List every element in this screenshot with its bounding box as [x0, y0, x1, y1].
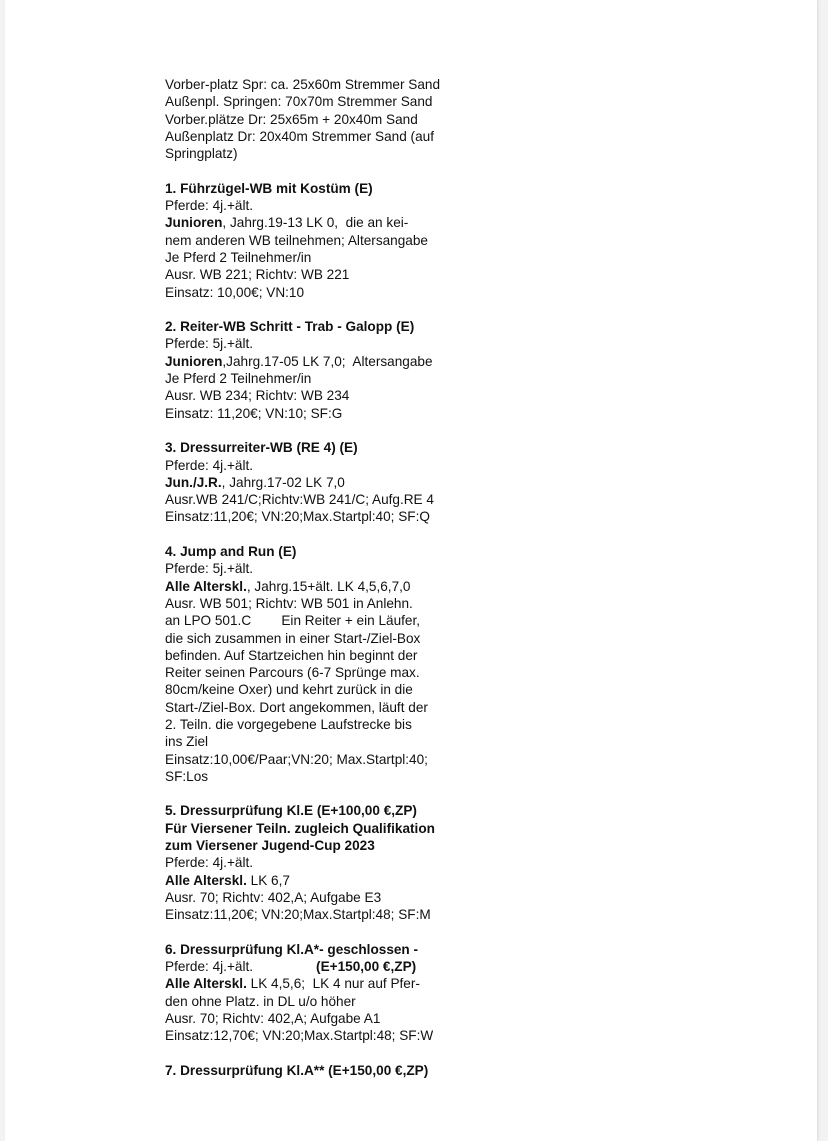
class-details: , Jahrg.15+ält. LK 4,5,6,7,0: [246, 578, 411, 594]
class-name: Alle Alterskl.: [165, 578, 247, 594]
detail-line: befinden. Auf Startzeichen hin beginnt der: [165, 647, 418, 663]
class-name: Junioren: [165, 353, 223, 369]
detail-line: Ausr. 70; Richtv: 402,A; Aufgabe A1: [165, 1011, 381, 1027]
spacer: [165, 301, 505, 318]
detail-line: 80cm/keine Oxer) und kehrt zurück in die: [165, 682, 413, 698]
detail-line: Start-/Ziel-Box. Dort angekommen, läuft der: [165, 699, 428, 715]
detail-line: Einsatz:11,20€; VN:20;Max.Startpl:48; SF:M: [165, 907, 431, 923]
class-details: LK 6,7: [246, 872, 290, 888]
detail-line: ins Ziel: [165, 734, 209, 750]
detail-line: Ausr.WB 241/C;Richtv:WB 241/C; Aufg.RE 4: [165, 492, 434, 508]
detail-line: an LPO 501.C Ein Reiter + ein Läufer,: [165, 613, 421, 629]
venue-line: Außenpl. Springen: 70x70m Stremmer Sand: [165, 94, 433, 110]
horse-requirement: Pferde: 5j.+ält.: [165, 561, 254, 577]
detail-line: Einsatz:11,20€; VN:20;Max.Startpl:40; SF:Q: [165, 509, 430, 525]
horse-requirement: Pferde: 4j.+ält.: [165, 457, 254, 473]
spacer: [165, 526, 505, 543]
spacer: [165, 785, 505, 802]
class-details: , Jahrg.17-02 LK 7,0: [221, 474, 345, 490]
class-line: [165, 578, 505, 595]
detail-line: die sich zusammen in einer Start-/Ziel-Box: [165, 630, 421, 646]
document-content: [165, 76, 505, 1079]
class-name: Alle Alterskl.: [165, 976, 247, 992]
competition-7: [165, 1062, 505, 1079]
venue-line: Außenplatz Dr: 20x40m Stremmer Sand (auf: [165, 128, 434, 144]
competition-title: 4. Jump and Run (E): [165, 544, 297, 560]
detail-line: Einsatz:10,00€/Paar;VN:20; Max.Startpl:40;: [165, 751, 428, 767]
competition-title: 7. Dressurprüfung Kl.A** (E+150,00 €,ZP): [165, 1062, 429, 1078]
venue-line: Vorber.plätze Dr: 25x65m + 20x40m Sand: [165, 111, 418, 127]
detail-line: Ausr. WB 221; Richtv: WB 221: [165, 267, 350, 283]
competition-title: 3. Dressurreiter-WB (RE 4) (E): [165, 440, 358, 456]
venue-line: Springplatz): [165, 146, 238, 162]
detail-line: Einsatz: 10,00€; VN:10: [165, 284, 305, 300]
class-details: LK 4,5,6; LK 4 nur auf Pfer-: [246, 976, 420, 992]
competition-4: [165, 543, 505, 785]
horse-requirement: Pferde: 5j.+ält.: [165, 336, 254, 352]
spacer: [165, 924, 505, 941]
detail-line: Einsatz: 11,20€; VN:10; SF:G: [165, 405, 343, 421]
spacer: [165, 162, 505, 179]
class-line: [165, 975, 505, 992]
detail-line: Ausr. WB 234; Richtv: WB 234: [165, 388, 350, 404]
horse-requirement: Pferde: 4j.+ält.: [165, 959, 254, 975]
prize-money: (E+150,00 €,ZP): [316, 959, 417, 975]
competition-title: 2. Reiter-WB Schritt - Trab - Galopp (E): [165, 319, 415, 335]
class-name: Jun./J.R.: [165, 474, 222, 490]
detail-line: Reiter seinen Parcours (6-7 Sprünge max.: [165, 665, 420, 681]
class-details: , Jahrg.19-13 LK 0, die an kei-: [222, 215, 409, 231]
class-name: Alle Alterskl.: [165, 872, 247, 888]
detail-line: nem anderen WB teilnehmen; Altersangabe: [165, 232, 428, 248]
detail-line: Je Pferd 2 Teilnehmer/in: [165, 249, 312, 265]
venue-line: Vorber-platz Spr: ca. 25x60m Stremmer Sand: [165, 77, 441, 92]
detail-line: Ausr. 70; Richtv: 402,A; Aufgabe E3: [165, 889, 382, 905]
detail-line: Je Pferd 2 Teilnehmer/in: [165, 371, 312, 387]
spacer: [165, 1045, 505, 1062]
competition-subtitle: zum Viersener Jugend-Cup 2023: [165, 838, 375, 854]
competition-title: 6. Dressurprüfung Kl.A*- geschlossen -: [165, 941, 419, 957]
spacer: [165, 422, 505, 439]
class-name: Junioren: [165, 215, 223, 231]
competition-title: 1. Führzügel-WB mit Kostüm (E): [165, 180, 373, 196]
class-line: [165, 872, 505, 889]
class-line: [165, 474, 505, 491]
competition-3: [165, 439, 505, 525]
competition-2: [165, 318, 505, 422]
competition-5: [165, 802, 505, 923]
detail-line: 2. Teiln. die vorgegebene Laufstrecke bis: [165, 716, 412, 732]
competition-title: 5. Dressurprüfung Kl.E (E+100,00 €,ZP): [165, 803, 417, 819]
detail-line: Einsatz:12,70€; VN:20;Max.Startpl:48; SF:W: [165, 1028, 434, 1044]
document-page: [5, 0, 818, 1141]
competition-subtitle: Für Viersener Teiln. zugleich Qualifikation: [165, 820, 435, 836]
horse-requirement: Pferde: 4j.+ält.: [165, 198, 254, 214]
detail-line: Ausr. WB 501; Richtv: WB 501 in Anlehn.: [165, 595, 413, 611]
horse-requirement: Pferde: 4j.+ält.: [165, 855, 254, 871]
class-line: [165, 214, 505, 231]
venue-info: [165, 76, 505, 162]
detail-line: SF:Los: [165, 768, 209, 784]
competition-1: [165, 180, 505, 301]
competition-6: [165, 941, 505, 1045]
detail-line: den ohne Platz. in DL u/o höher: [165, 993, 356, 1009]
class-details: ,Jahrg.17-05 LK 7,0; Altersangabe: [222, 353, 433, 369]
horse-requirement-line: [165, 958, 505, 975]
class-line: [165, 353, 505, 370]
